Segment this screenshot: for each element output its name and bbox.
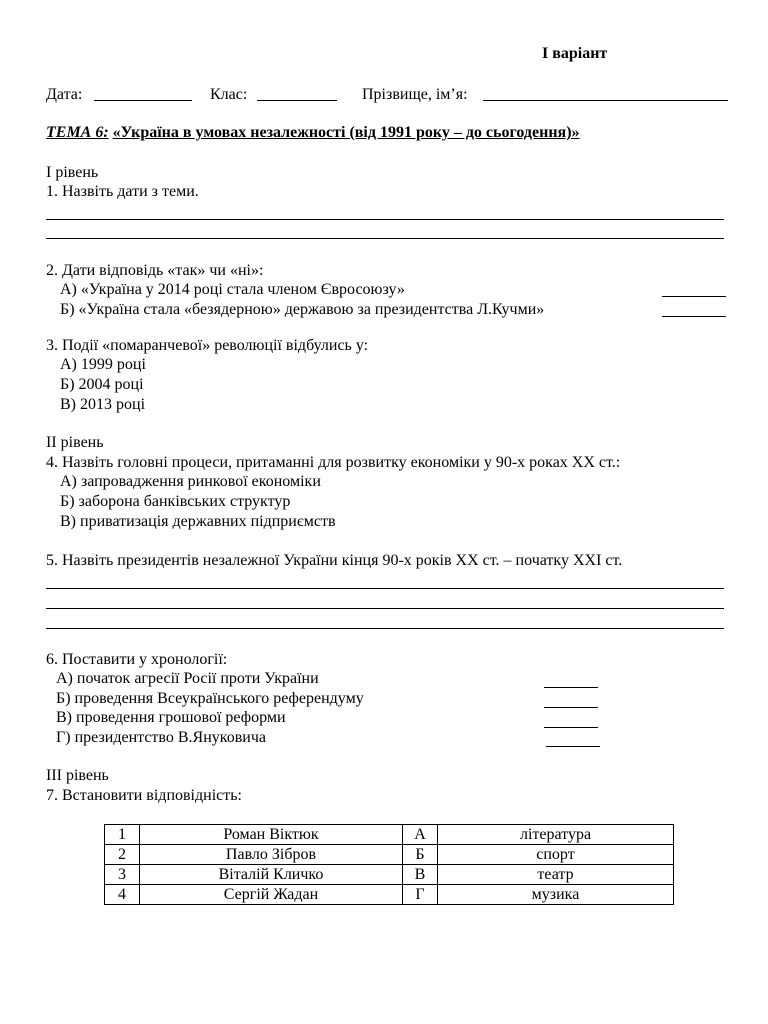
q6-option-a: А) початок агресії Росії проти України <box>56 670 319 687</box>
q4-text: 4. Назвіть головні процеси, притаманні для розвитку економіки у 90-х роках ХХ ст.: <box>46 454 621 471</box>
q2-answer-b[interactable] <box>662 316 726 317</box>
level2-heading: ІІ рівень <box>46 434 104 451</box>
q1-text: 1. Назвіть дати з теми. <box>46 183 199 200</box>
row-number: 1 <box>105 825 140 845</box>
q7-text: 7. Встановити відповідність: <box>46 787 242 804</box>
field-name: спорт <box>438 845 674 865</box>
table-row <box>105 885 674 905</box>
q3-option-b: Б) 2004 році <box>60 376 144 393</box>
row-letter: Г <box>403 885 438 905</box>
name-field[interactable] <box>483 100 728 101</box>
row-number: 4 <box>105 885 140 905</box>
table-row <box>105 865 674 885</box>
person-name: Сергій Жадан <box>140 885 403 905</box>
q4-option-c: В) приватизація державних підприємств <box>60 513 336 530</box>
q2-text: 2. Дати відповідь «так» чи «ні»: <box>46 262 264 279</box>
date-label: Дата: <box>46 86 83 103</box>
row-letter: В <box>403 865 438 885</box>
field-name: література <box>438 825 674 845</box>
topic-heading <box>46 123 580 143</box>
q3-text: 3. Події «помаранчевої» революції відбулись у: <box>46 337 369 354</box>
field-name: театр <box>438 865 674 885</box>
matching-table <box>104 824 674 905</box>
q5-text: 5. Назвіть президентів незалежної України кінця 90-х років ХХ ст. – початку ХХІ ст. <box>46 552 623 569</box>
row-letter: Б <box>403 845 438 865</box>
field-name: музика <box>438 885 674 905</box>
q2-option-a: А) «Україна у 2014 році стала членом Євросоюзу» <box>60 281 405 298</box>
date-field[interactable] <box>94 100 192 101</box>
variant-label: І варіант <box>542 45 608 62</box>
person-name: Віталій Кличко <box>140 865 403 885</box>
person-name: Павло Зібров <box>140 845 403 865</box>
person-name: Роман Віктюк <box>140 825 403 845</box>
q6-option-b: Б) проведення Всеукраїнського референдуму <box>56 690 364 707</box>
topic-title: «Україна в умовах незалежності (від 1991 року – до сьогодення)» <box>112 124 580 141</box>
table-row <box>105 825 674 845</box>
row-number: 2 <box>105 845 140 865</box>
q3-option-c: В) 2013 році <box>60 396 146 413</box>
q5-answer-line-2[interactable] <box>46 608 724 609</box>
q6-option-c: В) проведення грошової реформи <box>56 709 286 726</box>
q6-answer-b[interactable] <box>544 707 598 708</box>
q6-option-d: Г) президентство В.Януковича <box>56 729 266 746</box>
q6-text: 6. Поставити у хронології: <box>46 651 228 668</box>
class-field[interactable] <box>257 100 337 101</box>
row-number: 3 <box>105 865 140 885</box>
q1-answer-line-2[interactable] <box>46 238 724 239</box>
q3-option-a: А) 1999 році <box>60 356 146 373</box>
q4-option-b: Б) заборона банківських структур <box>60 493 291 510</box>
table-row <box>105 845 674 865</box>
topic-label: ТЕМА 6: <box>46 124 109 141</box>
level1-heading: І рівень <box>46 164 99 181</box>
class-label: Клас: <box>210 86 248 103</box>
q2-option-b: Б) «Україна стала «безядерною» державою за президентства Л.Кучми» <box>60 301 545 318</box>
level3-heading: ІІІ рівень <box>46 767 109 784</box>
q5-answer-line-3[interactable] <box>46 628 724 629</box>
q5-answer-line-1[interactable] <box>46 588 724 589</box>
q4-option-a: А) запровадження ринкової економіки <box>60 473 321 490</box>
q1-answer-line-1[interactable] <box>46 219 724 220</box>
q6-answer-c[interactable] <box>544 727 598 728</box>
row-letter: А <box>403 825 438 845</box>
name-label: Прізвище, ім’я: <box>362 86 468 103</box>
q6-answer-a[interactable] <box>544 687 598 688</box>
q6-answer-d[interactable] <box>546 746 600 747</box>
q2-answer-a[interactable] <box>662 296 726 297</box>
